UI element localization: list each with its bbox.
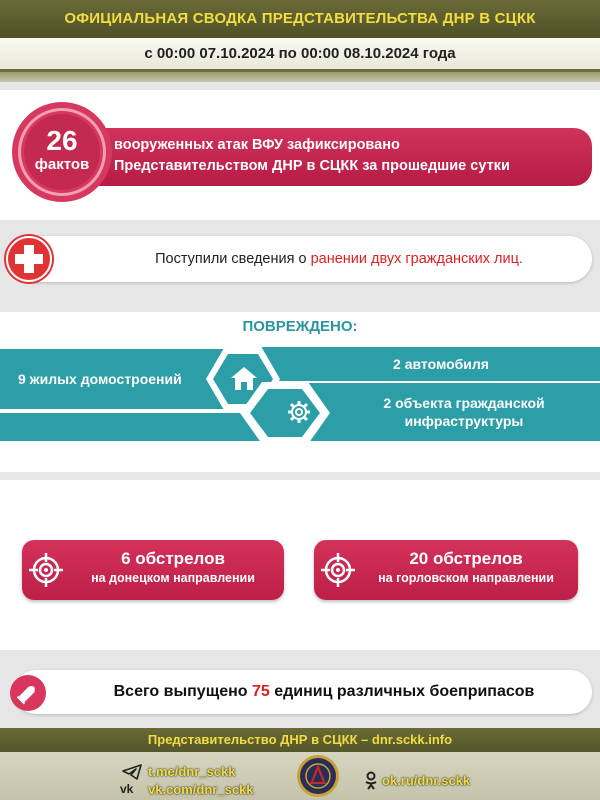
shelling-donetsk [22,540,284,600]
attacks-text-line1: вооруженных атак ВФУ зафиксировано [114,137,400,153]
ok-link[interactable]: ok.ru/dnr.sckk [382,773,471,788]
ammo-banner [14,670,592,714]
vk-link[interactable]: vk.com/dnr_sckk [148,782,254,797]
telegram-icon [122,764,142,780]
attacks-unit: фактов [34,156,90,173]
ammo-count: 75 [251,683,270,700]
attacks-count: 26 [46,125,78,156]
attacks-text-line2: Представительством ДНР в СЦКК за прошедшие сутки [114,158,510,174]
injuries-banner [14,236,592,282]
attacks-counter [24,114,100,190]
target-icon [28,552,64,588]
telegram-link[interactable]: t.me/dnr_sckk [148,764,236,779]
bullet-icon [10,675,46,711]
odnoklassniki-icon [364,771,378,791]
house-icon [230,365,258,391]
shelling-gorlovka-count: 20 обстрелов [409,549,523,568]
injuries-highlight: ранении двух гражданских лиц. [310,251,523,267]
damaged-houses: 9 жилых домостроений [0,349,232,409]
damaged-title: ПОВРЕЖДЕНО: [242,318,358,335]
damaged-hexagons [200,345,350,445]
shelling-donetsk-direction: на донецком направлении [91,571,255,585]
damaged-infra-line1: 2 объекта гражданской [383,395,545,411]
sckk-emblem-icon [296,754,340,798]
medical-cross-icon [4,234,54,284]
injuries-text-before: Поступили сведения о [155,251,311,267]
header-divider [0,72,600,82]
ammo-text-before: Всего выпущено [113,683,252,700]
ammo-text [74,670,574,714]
header-period: с 00:00 07.10.2024 по 00:00 08.10.2024 года [0,38,600,72]
vk-icon: vk [120,782,134,796]
header-title: ОФИЦИАЛЬНАЯ СВОДКА ПРЕДСТАВИТЕЛЬСТВА ДНР В СЦКК [0,0,600,38]
damaged-infra-line2: инфраструктуры [404,413,524,429]
footer-org: Представительство ДНР в СЦКК – dnr.sckk.info [0,728,600,752]
shelling-gorlovka [314,540,578,600]
shelling-donetsk-count: 6 обстрелов [121,549,225,568]
gear-icon [286,399,312,425]
damaged-cars: 2 автомобиля [262,347,600,381]
target-icon [320,552,356,588]
attacks-banner [40,128,592,186]
shelling-gorlovka-direction: на горловском направлении [378,571,554,585]
ammo-text-after: единиц различных боеприпасов [269,683,535,700]
injuries-text [104,236,574,282]
